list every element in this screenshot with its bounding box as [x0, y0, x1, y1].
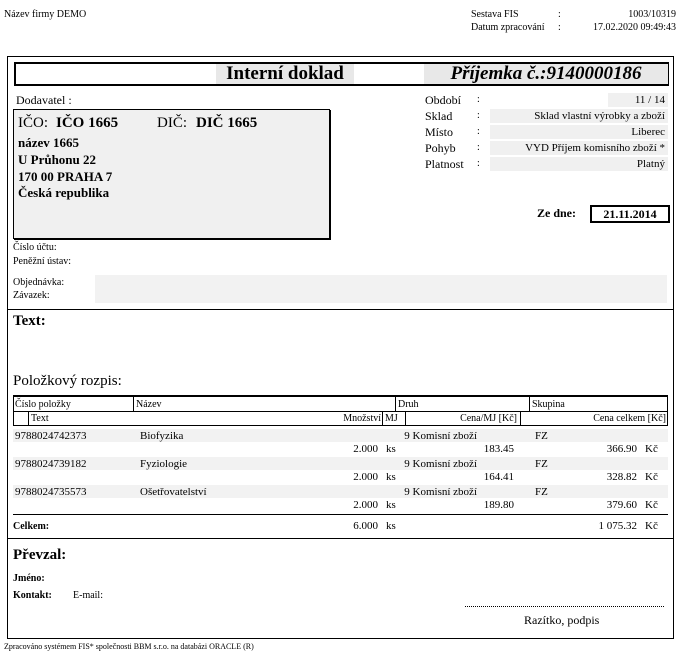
- order-field: [95, 275, 667, 303]
- row-group: FZ: [535, 486, 548, 498]
- processed-sep: :: [558, 22, 561, 33]
- warehouse-sep: :: [477, 110, 480, 121]
- items-label: Položkový rozpis:: [13, 373, 122, 389]
- period-value: 11 / 14: [608, 93, 668, 107]
- supplier-label: Dodavatel :: [16, 93, 72, 107]
- row-bg: [13, 429, 668, 442]
- row-code: 9788024742373: [15, 430, 87, 442]
- row-price: 189.80: [483, 499, 514, 511]
- row-unit: ks: [386, 443, 396, 455]
- divider: [7, 538, 674, 539]
- row-qty: 2.000: [353, 443, 378, 455]
- order-label: Objednávka:: [13, 277, 65, 288]
- table-top-line: [13, 395, 668, 397]
- row-name: Biofyzika: [140, 430, 184, 442]
- period-label: Období: [425, 93, 461, 107]
- footer-note: Zpracováno systémem FIS* společnosti BBM s.r.o. na databázi ORACLE (R): [4, 642, 254, 651]
- supplier-street: U Průhonu 22: [18, 152, 97, 167]
- place-sep: :: [477, 126, 480, 137]
- row-code: 9788024735573: [15, 486, 87, 498]
- row-unit: ks: [386, 471, 396, 483]
- doc-type-title: Interní doklad: [216, 64, 354, 84]
- processed-label: Datum zpracování: [471, 22, 545, 33]
- account-label: Číslo účtu:: [13, 242, 57, 253]
- sum-total: 1 075.32: [598, 520, 637, 532]
- processed-value: 17.02.2020 09:49:43: [592, 22, 676, 33]
- header-price: Cena/MJ [Kč]: [460, 413, 517, 424]
- period-sep: :: [477, 94, 480, 105]
- row-bg: [13, 485, 668, 498]
- row-price: 183.45: [483, 443, 514, 455]
- liability-label: Závazek:: [13, 290, 50, 301]
- header-total: Cena celkem [Kč]: [593, 413, 666, 424]
- report-label: Sestava FIS: [471, 9, 519, 20]
- ico-value: IČO 1665: [56, 115, 119, 131]
- received-label: Převzal:: [13, 547, 67, 563]
- divider: [7, 309, 674, 310]
- header-unit: MJ: [385, 413, 398, 424]
- supplier-box: [13, 109, 330, 239]
- sum-label: Celkem:: [13, 521, 50, 532]
- place-label: Místo: [425, 125, 454, 139]
- sum-line: [13, 514, 668, 515]
- movement-value: VYD Příjem komisního zboží *: [490, 141, 668, 155]
- table-left-border: [13, 397, 14, 425]
- sum-unit: ks: [386, 520, 396, 532]
- table-mid-line: [13, 411, 668, 412]
- row-price: 164.41: [483, 471, 514, 483]
- validity-label: Platnost: [425, 157, 464, 171]
- header-qty: Množství: [343, 413, 381, 424]
- row-group: FZ: [535, 458, 548, 470]
- row-qty: 2.000: [353, 471, 378, 483]
- row-total: 366.90: [606, 443, 637, 455]
- warehouse-label: Sklad: [425, 109, 453, 123]
- table-header-bottom: [13, 425, 668, 426]
- report-value: 1003/10319: [628, 9, 676, 20]
- date-label: Ze dne:: [537, 206, 576, 220]
- col-sep: [395, 397, 396, 411]
- supplier-city: 170 00 PRAHA 7: [18, 169, 113, 184]
- validity-sep: :: [477, 158, 480, 169]
- row-currency: Kč: [645, 499, 658, 511]
- row-name: Fyziologie: [140, 458, 188, 470]
- col-sep: [405, 411, 406, 425]
- row-kind: 9 Komisní zboží: [404, 486, 477, 498]
- supplier-name: název 1665: [18, 135, 80, 150]
- row-kind: 9 Komisní zboží: [404, 430, 477, 442]
- col-sep: [133, 397, 134, 411]
- header-name: Název: [136, 399, 162, 410]
- company-name: Název firmy DEMO: [4, 9, 87, 20]
- row-code: 9788024739182: [15, 458, 87, 470]
- supplier-country: Česká republika: [18, 185, 110, 200]
- stamp-label: Razítko, podpis: [524, 613, 600, 627]
- validity-value: Platný: [490, 157, 668, 171]
- col-sep: [529, 397, 530, 411]
- header-item: Číslo položky: [15, 399, 71, 410]
- email-label: E-mail:: [73, 590, 103, 601]
- sum-qty: 6.000: [353, 520, 378, 532]
- name-label: Jméno:: [13, 573, 45, 584]
- movement-sep: :: [477, 142, 480, 153]
- signature-line: [465, 606, 664, 607]
- doc-number-title: Příjemka č.:9140000186: [424, 64, 668, 84]
- col-sep: [28, 411, 29, 425]
- report-sep: :: [558, 9, 561, 20]
- row-unit: ks: [386, 499, 396, 511]
- row-group: FZ: [535, 430, 548, 442]
- ico-label: IČO:: [18, 115, 48, 131]
- row-kind: 9 Komisní zboží: [404, 458, 477, 470]
- row-name: Ošetřovatelství: [140, 486, 207, 498]
- bank-label: Peněžní ústav:: [13, 256, 72, 267]
- place-value: Liberec: [490, 125, 668, 139]
- dic-label: DIČ:: [157, 115, 187, 131]
- header-kind: Druh: [398, 399, 419, 410]
- movement-label: Pohyb: [425, 141, 456, 155]
- row-currency: Kč: [645, 443, 658, 455]
- row-total: 328.82: [606, 471, 637, 483]
- col-sep: [382, 411, 383, 425]
- header-group: Skupina: [532, 399, 565, 410]
- header-text: Text: [31, 413, 49, 424]
- sum-currency: Kč: [645, 520, 658, 532]
- dic-value: DIČ 1665: [196, 115, 258, 131]
- row-total: 379.60: [606, 499, 637, 511]
- date-value: 21.11.2014: [590, 205, 670, 223]
- table-right-border: [667, 397, 668, 425]
- col-sep: [520, 411, 521, 425]
- row-bg: [13, 457, 668, 470]
- text-label: Text:: [13, 313, 46, 329]
- row-qty: 2.000: [353, 499, 378, 511]
- contact-label: Kontakt:: [13, 590, 52, 601]
- warehouse-value: Sklad vlastní výrobky a zboží: [490, 109, 668, 123]
- row-currency: Kč: [645, 471, 658, 483]
